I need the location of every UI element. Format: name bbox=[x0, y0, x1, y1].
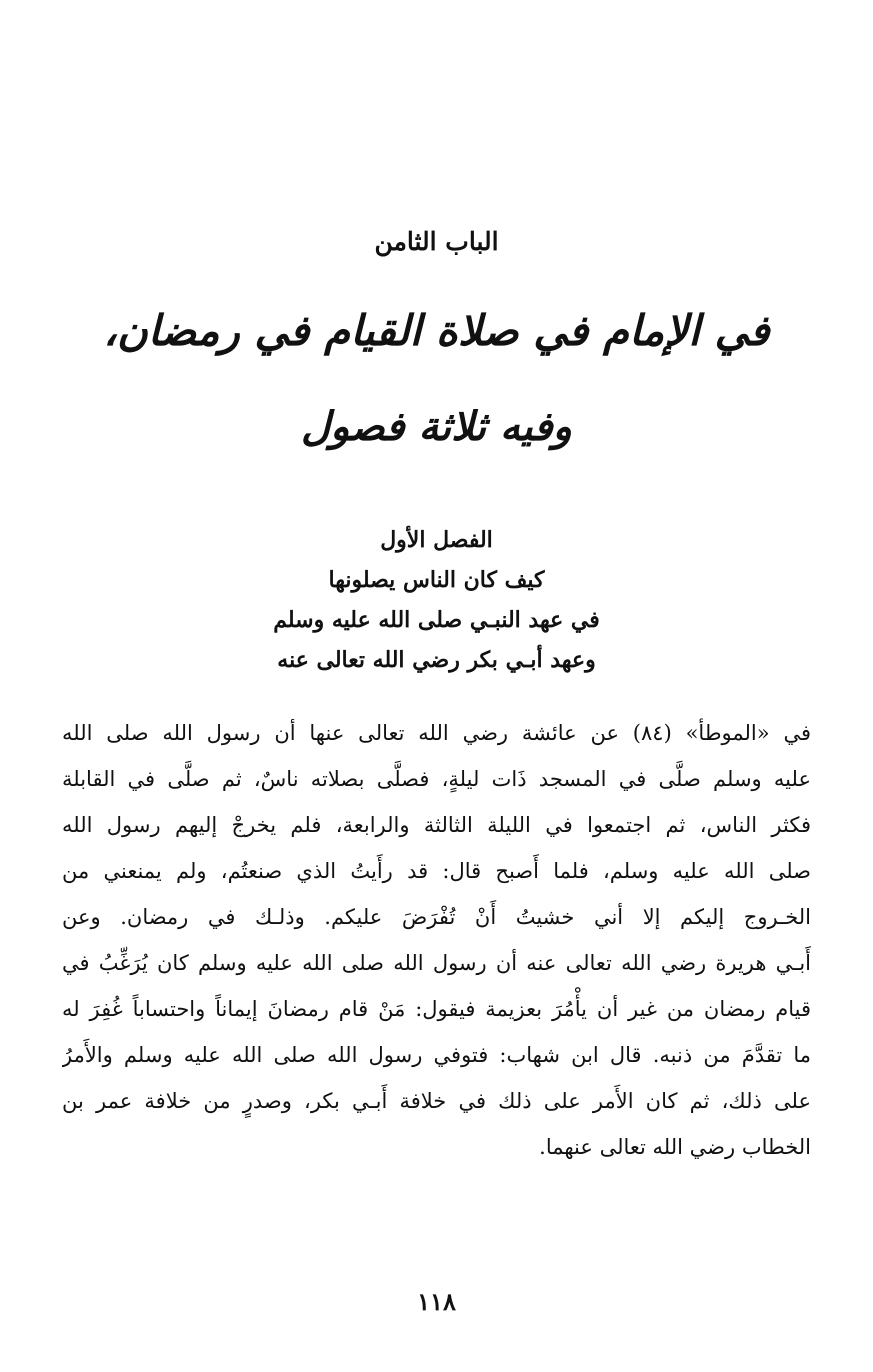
chapter-subtitle: وفيه ثلاثة فصول bbox=[301, 403, 572, 450]
text-line: فكثر الناس، ثم اجتمعوا في الليلة الثالثة والرابعة، فلم يخرجْ إليهم رسول الله bbox=[62, 813, 811, 837]
text-line: الخـروج إليكم إلا أني خشيتُ أَنْ تُفْرَضَ عليكم. وذلـك في رمضان. وعن bbox=[62, 905, 811, 929]
section-heading-line: وعهد أبـي بكر رضي الله تعالى عنه bbox=[277, 647, 596, 673]
text-line: صلى الله عليه وسلم، فلما أَصبح قال: قد رأَيتُ الذي صنعتُم، ولم يمنعني من bbox=[62, 859, 811, 883]
text-line: قيام رمضان من غير أن يأْمُرَ بعزيمة فيقول: مَنْ قام رمضانَ إيماناً واحتساباً غُفِرَ له bbox=[62, 997, 811, 1021]
chapter-title: في الإمام في صلاة القيام في رمضان، bbox=[103, 306, 770, 355]
text-line: على ذلك، ثم كان الأَمر على ذلك في خلافة أَبـي بكر، وصدرٍ من خلافة عمر بن bbox=[62, 1089, 811, 1113]
section-heading-line: كيف كان الناس يصلونها bbox=[328, 567, 545, 593]
body-paragraph bbox=[62, 710, 811, 1170]
section-heading bbox=[0, 520, 873, 680]
page-number: ١١٨ bbox=[417, 1287, 456, 1316]
text-line: في «الموطأ» (٨٤) عن عائشة رضي الله تعالى عنها أن رسول الله صلى الله bbox=[62, 721, 811, 745]
text-line: الخطاب رضي الله تعالى عنهما. bbox=[539, 1135, 811, 1159]
text-line: عليه وسلم صلَّى في المسجد ذَات ليلةٍ، فصلَّى بصلاته ناسٌ، ثم صلَّى في القابلة bbox=[62, 767, 811, 791]
section-heading-line: في عهد النبـي صلى الله عليه وسلم bbox=[273, 607, 600, 633]
section-title: الفصل الأول bbox=[380, 527, 493, 553]
text-line: ما تقدَّمَ من ذنبه. قال ابن شهاب: فتوفي رسول الله صلى الله عليه وسلم والأَمرُ bbox=[62, 1043, 811, 1067]
text-line: أَبـي هريرة رضي الله تعالى عنه أن رسول الله صلى الله عليه وسلم كان يُرَغِّبُ في bbox=[62, 951, 811, 975]
chapter-label: الباب الثامن bbox=[374, 227, 499, 256]
